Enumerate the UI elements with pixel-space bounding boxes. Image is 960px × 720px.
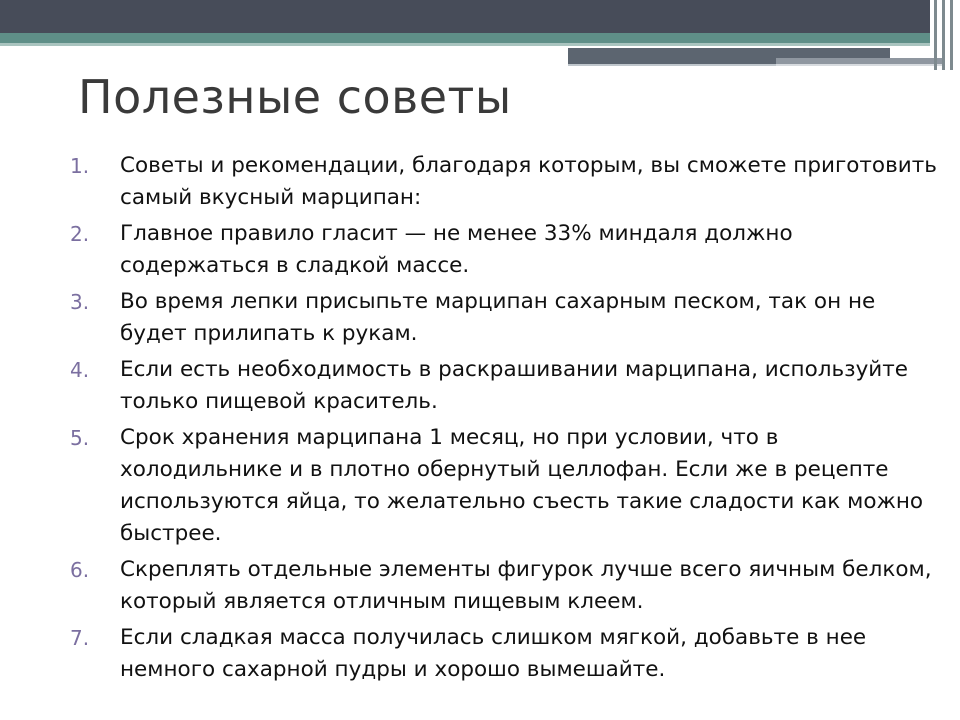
item-number: 4.: [70, 358, 90, 382]
item-number: 6.: [70, 558, 90, 582]
item-number: 7.: [70, 626, 90, 650]
item-text: Главное правило гласит — не менее 33% миндаля должно содержаться в сладкой массе.: [120, 221, 793, 278]
item-number: 5.: [70, 426, 90, 450]
list-item: [70, 218, 940, 282]
header-band-highlight: [0, 43, 930, 46]
slide-title: Полезные советы: [78, 70, 512, 124]
list-item: [70, 422, 940, 550]
item-text: Советы и рекомендации, благодаря которым, вы сможете приготовить самый вкусный марципан:: [120, 153, 937, 210]
item-text: Во время лепки присыпьте марципан сахарным песком, так он не будет прилипать к рукам.: [120, 289, 876, 346]
item-number: 2.: [70, 222, 90, 246]
item-text: Скреплять отдельные элементы фигурок лучше всего яичным белком, который является отличным пищевым клеем.: [120, 557, 932, 614]
item-text: Если сладкая масса получилась слишком мягкой, добавьте в нее немного сахарной пудры и хорошо вымешайте.: [120, 625, 867, 682]
item-number: 3.: [70, 290, 90, 314]
item-text: Если есть необходимость в раскрашивании марципана, используйте только пищевой краситель.: [120, 357, 909, 414]
item-text: Срок хранения марципана 1 месяц, но при условии, что в холодильнике и в плотно обернутый целлофан. Если же в рецепте используются яйца, то желательно съесть такие сладости как можно быстрее.: [120, 425, 924, 546]
item-number: 1.: [70, 154, 90, 178]
header-band-teal: [0, 33, 930, 43]
decorative-bar-small-highlight: [776, 64, 944, 66]
tips-list: [70, 150, 940, 690]
list-item: [70, 622, 940, 686]
list-item: [70, 554, 940, 618]
list-item: [70, 286, 940, 350]
header-band-dark: [0, 0, 930, 33]
list-item: [70, 150, 940, 214]
corner-decoration: [930, 0, 960, 70]
list-item: [70, 354, 940, 418]
